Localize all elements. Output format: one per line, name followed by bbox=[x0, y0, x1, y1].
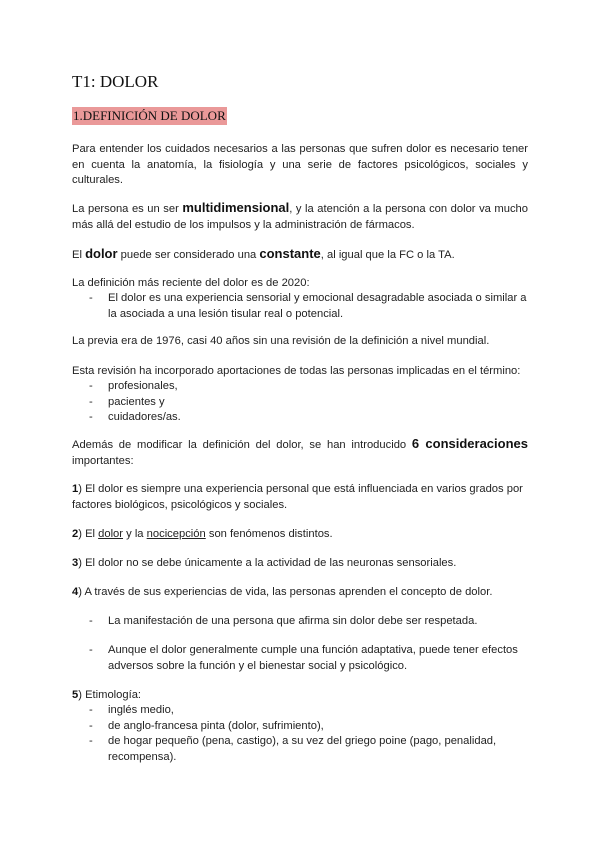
consideration-3: 3) El dolor no se debe únicamente a la actividad de las neuronas sensoriales. bbox=[72, 557, 457, 569]
list-item: - pacientes y bbox=[89, 395, 165, 408]
section-heading: 1.DEFINICIÓN DE DOLOR bbox=[73, 108, 226, 123]
keyword-constante: constante bbox=[259, 246, 321, 261]
list-item: - profesionales, bbox=[89, 380, 178, 392]
list-item: - inglés medio, bbox=[89, 704, 174, 716]
document-title: T1: DOLOR bbox=[72, 72, 159, 91]
consideration-4-list-b bbox=[72, 643, 528, 674]
consideration-2: 2) El dolor y la nocicepción son fenómenos distintos. bbox=[72, 528, 333, 540]
paragraph-multidimensional: La persona es un ser multidimensional, y la atención a la persona con dolor va mucho más allá del estudio de los impulsos y la administración de fármacos. bbox=[72, 200, 528, 231]
keyword-6-consideraciones: 6 consideraciones bbox=[411, 436, 528, 451]
list-item: - cuidadores/as. bbox=[89, 411, 181, 423]
paragraph-revision: Esta revisión ha incorporado aportaciones de todas las personas implicadas en el término: bbox=[72, 365, 521, 377]
list-item: - Aunque el dolor generalmente cumple una función adaptativa, puede tener efectos adversos sobre la función y el bienestar social y psicológico. bbox=[89, 644, 518, 672]
etymology-list bbox=[72, 703, 528, 765]
list-item: - de hogar pequeño (pena, castigo), a su vez del griego poine (pago, penalidad, recompensa). bbox=[89, 735, 497, 763]
term-dolor: dolor bbox=[98, 528, 124, 540]
paragraph-intro: Para entender los cuidados necesarios a las personas que sufren dolor es necesario tener en cuenta la anatomía, la fisiología y una serie de factores psicológicos, sociales y culturales. bbox=[72, 143, 528, 186]
term-nocicepcion: nocicepción bbox=[146, 528, 206, 540]
consideration-5: 5) Etimología: bbox=[72, 689, 142, 701]
paragraph-previous-definition: La previa era de 1976, casi 40 años sin una revisión de la definición a nivel mundial. bbox=[72, 335, 490, 347]
definition-list bbox=[72, 291, 528, 322]
keyword-multidimensional: multidimensional bbox=[182, 200, 290, 215]
consideration-4-list-a bbox=[72, 614, 528, 630]
list-item: - El dolor es una experiencia sensorial y emocional desagradable asociada o similar a la asociada a una lesión tisular real o potencial. bbox=[89, 292, 527, 320]
consideration-4: 4) A través de sus experiencias de vida, las personas aprenden el concepto de dolor. bbox=[72, 586, 493, 598]
keyword-dolor: dolor bbox=[85, 246, 118, 261]
list-item: - de anglo-francesa pinta (dolor, sufrimiento), bbox=[89, 719, 324, 732]
paragraph-definition-intro: La definición más reciente del dolor es de 2020: bbox=[72, 277, 310, 289]
list-item: - La manifestación de una persona que afirma sin dolor debe ser respetada. bbox=[89, 615, 478, 627]
consideration-1: 1) El dolor es siempre una experiencia personal que está influenciada en varios grados por factores biológicos, psicológicos y sociales. bbox=[72, 483, 523, 511]
paragraph-constant: El dolor puede ser considerado una constante, al igual que la FC o la TA. bbox=[72, 246, 455, 261]
people-list bbox=[72, 379, 528, 426]
paragraph-considerations: Además de modificar la definición del dolor, se han introducido 6 consideraciones importantes: bbox=[72, 436, 528, 467]
